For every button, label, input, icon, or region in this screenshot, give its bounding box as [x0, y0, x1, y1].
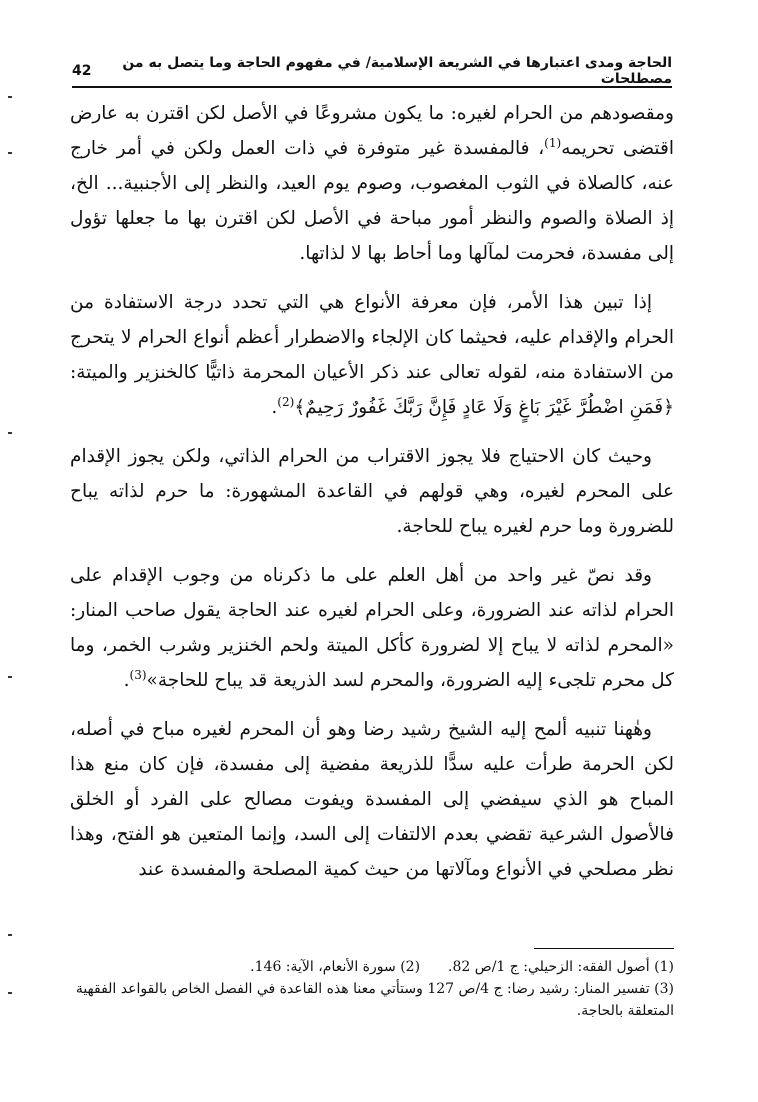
body-text	[70, 96, 674, 901]
paragraph-4-text-a: وقد نصّ غير واحد من أهل العلم على ما ذكرناه من وجوب الإقدام على الحرام لذاته عند الضرورة، وعلى الحرام لغيره عند الحاجة يقول صاحب المنار: «المحرم لذاته لا يباح إلا لضرورة كأكل الميتة ولحم الخنزير وشرب الخمر، وما كل محرم تلجىء إليه الضرورة، والمحرم لسد الذريعة قد يباح للحاجة»	[70, 565, 674, 691]
running-title: الحاجة ومدى اعتبارها في الشريعة الإسلامية/ في مفهوم الحاجة وما يتصل به من مصطلحات	[122, 55, 672, 87]
margin-mark	[8, 676, 12, 678]
footnote-rule	[534, 948, 674, 949]
paragraph-4	[70, 558, 674, 698]
footnote-ref-1[interactable]: (1)	[544, 135, 562, 150]
margin-mark	[8, 152, 12, 154]
header-rule	[72, 86, 672, 88]
footnote-line-1	[70, 956, 674, 978]
quran-verse: ﴿فَمَنِ اضْطُرَّ غَيْرَ بَاغٍ وَلَا عَادٍ فَإِنَّ رَبَّكَ غَفُورٌ رَحِيمٌ﴾	[294, 397, 674, 418]
paragraph-1-text-b: ، فالمفسدة غير متوفرة في ذات العمل ولكن في أمر خارج عنه، كالصلاة في الثوب المغصوب، وصوم يوم العيد، والنظر إلى الأجنبية... الخ، إذ الصلاة والصوم والنظر أمور مباحة في الأصل لكن اقترن بها ما جعلها تؤول إلى مفسدة، فحرمت لمآلها وما أحاط بها لا لذاتها.	[70, 138, 674, 264]
paragraph-2-text-b: .	[271, 397, 278, 418]
paragraph-3: وحيث كان الاحتياج فلا يجوز الاقتراب من الحرام الذاتي، ولكن يجوز الإقدام على المحرم لغيره، وهي قولهم في القاعدة المشهورة: ما حرم لذاته يباح للضرورة وما حرم لغيره يباح للحاجة.	[70, 446, 674, 537]
footnote-ref-3[interactable]: (3)	[129, 667, 147, 682]
page-number: 42	[72, 63, 92, 79]
footnote-2: (2) سورة الأنعام، الآية: 146.	[250, 959, 421, 975]
paragraph-5: وهٰهنا تنبيه ألمح إليه الشيخ رشيد رضا وهو أن المحرم لغيره مباح في أصله، لكن الحرمة طرأت عليه سدًّا للذريعة مفضية إلى مفسدة، فإن كان منع هذا المباح هو الذي سيفضي إلى المفسدة ويفوت مصالح على الفرد أو الخلق فالأصول الشرعية تقضي بعدم الالتفات إلى السد، وإنما المتعين هو الفتح، وهذا نظر مصلحي في الأنواع ومآلاتها من حيث كمية المصلحة والمفسدة عند	[70, 719, 674, 880]
paragraph-1	[70, 96, 674, 271]
footnote-3: (3) تفسير المنار: رشيد رضا: ج 4/ص 127 وستأتي معنا هذه القاعدة في الفصل الخاص بالقواعد الفقهية المتعلقة بالحاجة.	[75, 981, 674, 1019]
paragraph-2	[70, 285, 674, 425]
paragraph-1-text-a: ومقصودهم من الحرام لغيره: ما يكون مشروعًا في الأصل لكن اقترن به عارض اقتضى تحريمه	[70, 103, 674, 159]
footnote-ref-2[interactable]: (2)	[277, 394, 295, 409]
margin-mark	[8, 934, 12, 936]
margin-mark	[8, 992, 12, 994]
margin-mark	[8, 96, 12, 98]
paragraph-4-text-b: .	[123, 670, 130, 691]
footnote-1: (1) أصول الفقه: الزحيلي: ج 1/ص 82.	[448, 959, 674, 975]
running-header	[72, 55, 672, 87]
paragraph-2-text-a: إذا تبين هذا الأمر، فإن معرفة الأنواع هي التي تحدد درجة الاستفادة من الحرام والإقدام عليه، فحيثما كان الإلجاء والاضطرار أعظم أنواع الحرام لا يتحرج من الاستفادة منه، لقوله تعالى عند ذكر الأعيان المحرمة ذاتيًّا كالخنزير والميتة:	[70, 292, 674, 383]
footnotes	[70, 956, 674, 1022]
margin-mark	[8, 432, 12, 434]
